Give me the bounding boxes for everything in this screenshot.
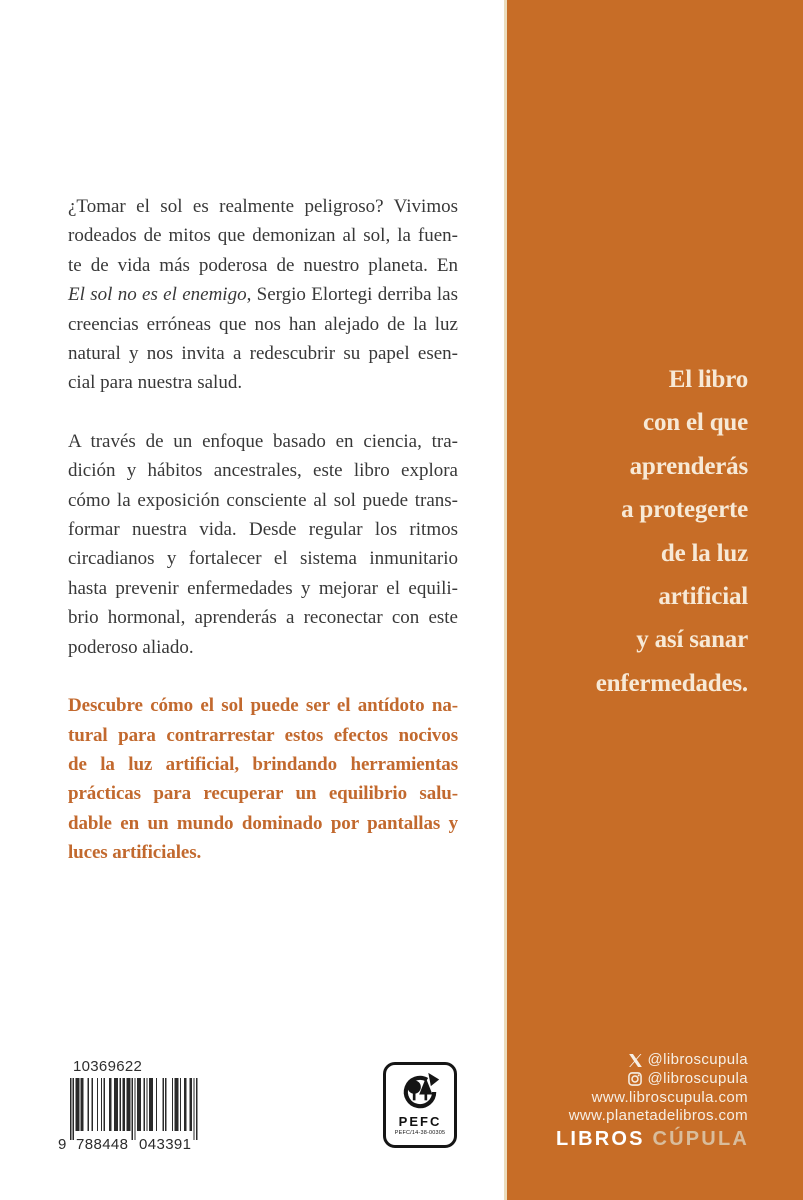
pefc-logo-icon (395, 1072, 445, 1112)
quote-line: El libro (668, 366, 748, 393)
ean13-barcode (56, 1078, 202, 1152)
pefc-certification (383, 1062, 457, 1148)
quote-line: con el que (643, 409, 748, 437)
body-line: ¿Tomar el sol es realmente peligroso? Vivimos (68, 196, 458, 217)
quote-line: a protegerte (621, 496, 748, 524)
svg-text:9: 9 (58, 1136, 67, 1152)
instagram-handle (569, 1070, 748, 1089)
highlight-paragraph (68, 691, 458, 867)
accent-line: de la luz artificial, brindando herramientas (68, 753, 458, 775)
body-line: poderoso aliado. (68, 636, 194, 658)
body-line: A través de un enfoque basado en ciencia, tra- (68, 430, 458, 452)
quote-line: aprenderás (629, 452, 748, 480)
intro-paragraph (68, 192, 458, 398)
body-line: brio hormonal, aprenderás a reconectar con este (68, 607, 458, 629)
quote-line: de la luz (660, 539, 748, 567)
body-line: cómo la exposición consciente al sol puede trans- (68, 489, 458, 511)
quote-line: artificial (658, 583, 748, 611)
accent-line: prácticas para recuperar un equilibrio salu- (68, 783, 458, 805)
accent-line: Descubre cómo el sol puede ser el antídoto na- (68, 695, 458, 717)
publisher-logo-libros: LIBROS (555, 1128, 645, 1150)
body-line: te de vida más poderosa de nuestro planeta. En (68, 254, 458, 276)
body-line: hasta prevenir enfermedades y mejorar el equili- (68, 577, 458, 599)
body-line: creencias erróneas que nos han alejado de la luz (68, 313, 458, 335)
accent-line: dable en un mundo dominado por pantallas y (68, 812, 458, 834)
body-line: cial para nuestra salud. (68, 372, 243, 394)
publisher-logo (556, 1128, 749, 1151)
publisher-logo-cupula: CÚPULA (652, 1128, 749, 1150)
body-paragraph (68, 427, 458, 662)
body-line: natural y nos invita a redescubrir su papel esen- (68, 343, 458, 365)
quote-line: y así sanar (636, 626, 748, 654)
svg-text:043391: 043391 (139, 1136, 191, 1152)
x-handle-label: @libroscupula (647, 1051, 748, 1068)
orange-sidebar (504, 0, 803, 1200)
instagram-handle-label: @libroscupula (647, 1069, 748, 1087)
svg-text:788448: 788448 (76, 1136, 128, 1152)
x-icon (629, 1054, 642, 1067)
instagram-icon (628, 1072, 642, 1086)
product-code: 10369622 (73, 1058, 143, 1075)
body-line: El sol no es el enemigo, Sergio Elortegi derriba las (68, 284, 458, 306)
back-cover-text (68, 192, 458, 897)
accent-line: luces artificiales. (68, 842, 202, 864)
website-planetadelibros (569, 1107, 748, 1126)
accent-line: tural para contrarrestar estos efectos nocivos (68, 724, 458, 746)
x-handle (569, 1051, 748, 1070)
body-line: circadianos y fortalecer el sistema inmunitario (68, 548, 458, 570)
body-line: formar nuestra vida. Desde regular los ritmos (68, 519, 458, 541)
website-libroscupula-label: www.libroscupula.com (591, 1088, 748, 1106)
website-planetadelibros-label: www.planetadelibros.com (568, 1107, 748, 1125)
body-line: rodeados de mitos que demonizan al sol, la fuen- (68, 225, 458, 247)
quote-line: enfermedades. (595, 669, 748, 697)
pefc-label: PEFC (398, 1114, 442, 1129)
barcode-block (56, 1058, 202, 1157)
body-line: dición y hábitos ancestrales, este libro explora (68, 460, 458, 482)
social-links (569, 1051, 748, 1126)
promo-quote (596, 358, 748, 705)
website-libroscupula (569, 1089, 748, 1108)
pefc-license: PEFC/14-38-00305 (394, 1130, 446, 1136)
